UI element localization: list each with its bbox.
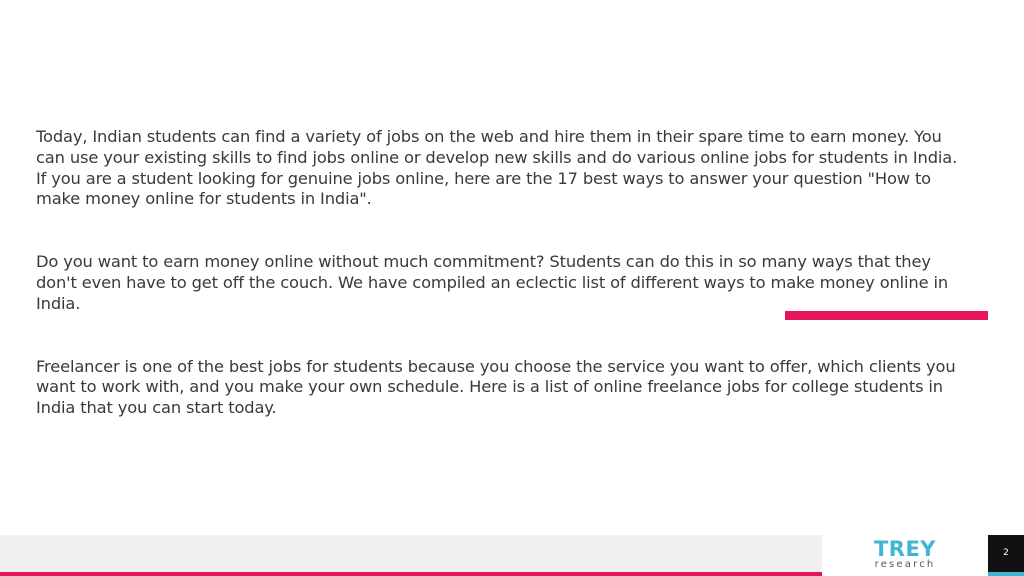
footer-band — [0, 535, 822, 572]
paragraph-freelancer: Freelancer is one of the best jobs for students because you choose the service you want to offer, which clients you want to work with, and you make your own schedule. Here is a list of online freelance jobs for college students in India that you can start today. — [36, 356, 956, 418]
logo-wordmark: TREY — [873, 537, 937, 561]
footer-accent-line — [0, 572, 822, 576]
page-number: 2 — [988, 535, 1024, 572]
paragraph-commitment: Do you want to earn money online without much commitment? Students can do this in so many ways that they don't even have to get off the couch. We have compiled an eclectic list of different ways to make money online in India. — [36, 252, 949, 313]
logo-subtitle: research — [874, 559, 936, 570]
slide-body — [36, 127, 966, 419]
logo — [822, 535, 988, 576]
paragraph-intro: Today, Indian students can find a variety of jobs on the web and hire them in their spare time to earn money. You can use your existing skills to find jobs online or develop new skills and do various online jobs for students in India. If you are a student looking for genuine jobs online, here are the 17 best ways to answer your question "How to make money online for students in India". — [36, 127, 958, 209]
accent-bar — [785, 311, 988, 320]
page-number-accent-line — [988, 572, 1024, 576]
